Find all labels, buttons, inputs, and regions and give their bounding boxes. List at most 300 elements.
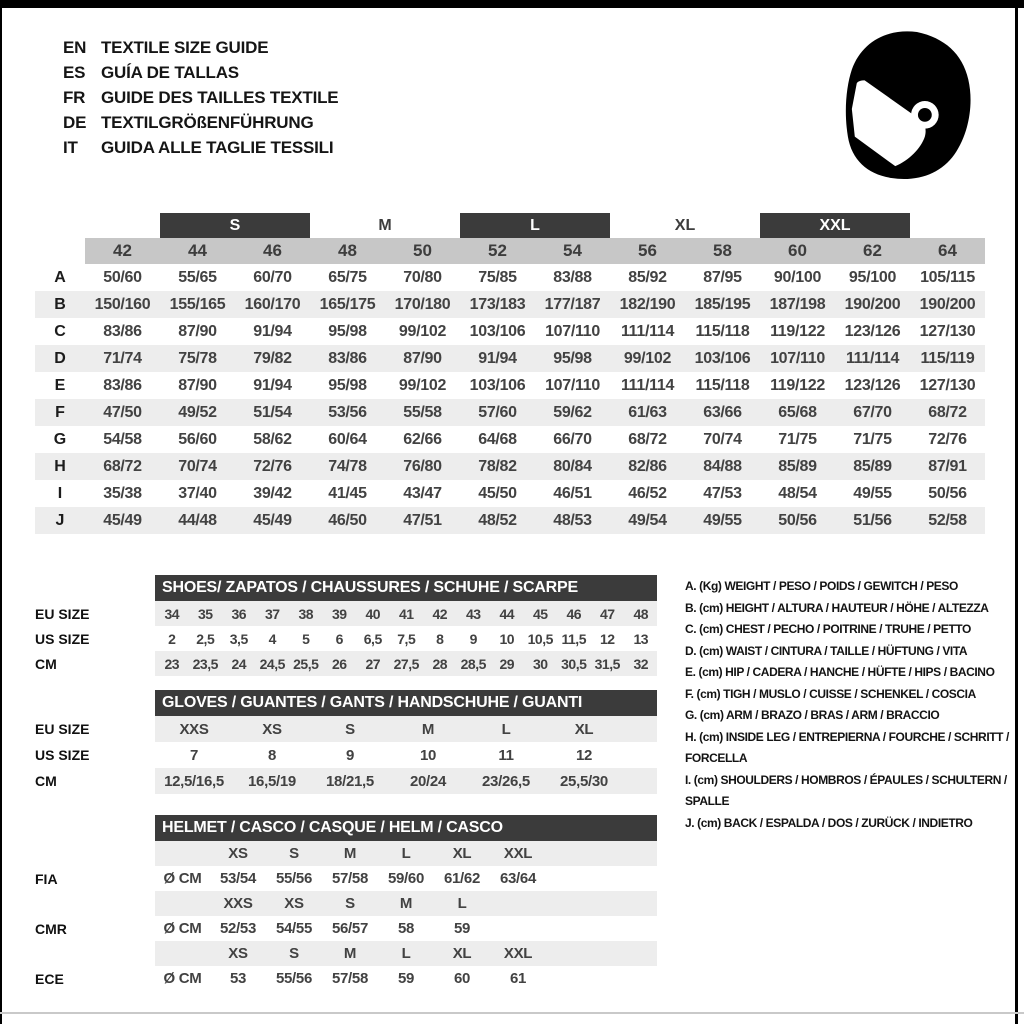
size-value: 10,5	[527, 630, 553, 647]
row-label: F	[55, 403, 65, 421]
size-value: 107/110	[545, 322, 600, 340]
size-value: 71/74	[103, 349, 142, 367]
size-value: 68/72	[628, 430, 667, 448]
size-value: 27	[365, 655, 381, 672]
size-value: 24,5	[259, 655, 285, 672]
row-label: A	[54, 268, 66, 286]
size-value: 11,5	[561, 630, 586, 647]
helmet-size-label: XL	[452, 845, 472, 862]
size-value: 83/86	[103, 322, 142, 340]
size-value: 103/106	[469, 322, 526, 340]
column-header-44: 44	[188, 241, 207, 260]
size-value: 2	[168, 630, 176, 647]
sub-row-eu-size	[35, 601, 657, 626]
size-value: 45/50	[478, 484, 517, 502]
legend-item: I. (cm) SHOULDERS / HOMBROS / ÉPAULES / SCHULTERN / SPALLE	[685, 772, 1007, 808]
size-value: 62/66	[403, 430, 442, 448]
size-value: 61/63	[628, 403, 667, 421]
standard-label: ECE	[35, 970, 64, 987]
size-value: 115/118	[695, 376, 750, 394]
size-value: 91/94	[253, 376, 292, 394]
size-value: 182/190	[619, 295, 676, 313]
size-value: 82/86	[628, 457, 667, 475]
right-border	[1015, 0, 1018, 1024]
size-value: 90/100	[773, 268, 822, 286]
size-value: 47/50	[103, 403, 142, 421]
size-value: 53/56	[328, 403, 367, 421]
column-header-64: 64	[938, 241, 957, 260]
size-value: 50/56	[778, 511, 817, 529]
size-value: 76/80	[403, 457, 442, 475]
language-row	[63, 60, 338, 85]
size-value: 75/85	[478, 268, 517, 286]
size-value: 28	[432, 655, 448, 672]
row-label: D	[54, 349, 66, 367]
size-value: 53/54	[219, 870, 257, 887]
size-value: 50/56	[928, 484, 967, 502]
helmet-values-row-cmr	[35, 916, 657, 941]
language-list	[63, 35, 338, 160]
size-value: 37	[264, 605, 280, 622]
size-value: 46/50	[328, 511, 367, 529]
size-value: 107/110	[770, 349, 825, 367]
size-value: 23	[164, 655, 180, 672]
size-group-row	[35, 213, 985, 238]
size-value: 72/76	[928, 430, 967, 448]
column-header-46: 46	[263, 241, 282, 260]
size-value: 42	[432, 605, 448, 622]
size-value: 54/58	[103, 430, 142, 448]
size-columns-row	[35, 238, 985, 264]
legend-item: D. (cm) WAIST / CINTURA / TAILLE / HÜFTUNG / VITA	[685, 643, 968, 658]
size-value: 111/114	[845, 349, 900, 367]
language-code: ES	[63, 62, 86, 82]
size-value: 47/53	[703, 484, 742, 502]
size-value: 78/82	[478, 457, 517, 475]
size-value: 45/49	[103, 511, 142, 529]
size-value: 49/52	[178, 403, 217, 421]
size-value: 6	[335, 630, 343, 647]
size-value: 87/95	[703, 268, 742, 286]
size-value: 83/88	[553, 268, 592, 286]
main-table-body	[35, 264, 985, 534]
language-row	[63, 110, 338, 135]
size-value: XS	[262, 720, 282, 738]
row-label: CM	[35, 655, 57, 672]
language-row	[63, 85, 338, 110]
row-label: US SIZE	[35, 630, 90, 647]
size-value: 48/54	[778, 484, 817, 502]
size-value: 38	[298, 605, 314, 622]
language-title: GUIDE DES TAILLES TEXTILE	[101, 87, 339, 107]
size-value: 46/52	[628, 484, 667, 502]
size-value: 10	[419, 746, 437, 764]
column-header-48: 48	[338, 241, 357, 260]
size-value: 29	[499, 655, 515, 672]
size-value: 56/60	[178, 430, 217, 448]
size-value: 23,5	[192, 655, 218, 672]
helmet-size-label: M	[343, 845, 357, 862]
shoes-table	[35, 575, 657, 676]
legend-item: C. (cm) CHEST / PECHO / POITRINE / TRUHE / PETTO	[685, 622, 971, 636]
measure-row-c	[35, 318, 985, 345]
size-value: 18/21,5	[326, 772, 374, 790]
size-value: 66/70	[553, 430, 592, 448]
size-value: 155/165	[169, 295, 226, 313]
size-value: 36	[231, 605, 247, 622]
size-value: 63/64	[499, 870, 537, 887]
size-value: 170/180	[394, 295, 451, 313]
column-header-52: 52	[488, 241, 507, 260]
size-value: 59/60	[387, 870, 425, 887]
size-value: 58	[397, 920, 415, 937]
language-row	[63, 35, 338, 60]
language-title: GUÍA DE TALLAS	[101, 62, 239, 82]
row-label: B	[54, 295, 66, 313]
helmet-size-label: M	[343, 945, 357, 962]
size-value: 57/60	[478, 403, 517, 421]
size-value: 45/49	[253, 511, 292, 529]
size-value: 107/110	[545, 376, 600, 394]
size-value: 11	[498, 746, 514, 764]
size-value: 80/84	[553, 457, 592, 475]
row-label: H	[54, 457, 66, 475]
measure-row-i	[35, 480, 985, 507]
size-value: 26	[331, 655, 347, 672]
size-value: 47/51	[403, 511, 442, 529]
helmet-size-label: XXL	[503, 845, 533, 862]
size-value: 111/114	[620, 322, 675, 340]
row-label: EU SIZE	[35, 721, 90, 737]
sub-row-us-size	[35, 742, 657, 768]
helmet-icon-svg	[840, 26, 988, 184]
row-label: I	[57, 484, 63, 502]
size-value: 24	[231, 655, 247, 672]
legend-item: A. (Kg) WEIGHT / PESO / POIDS / GEWITCH / PESO	[685, 579, 958, 593]
size-value: 16,5/19	[248, 772, 296, 790]
size-value: 87/91	[928, 457, 967, 475]
size-value: 12	[599, 630, 615, 647]
size-value: 30	[532, 655, 548, 672]
measure-row-h	[35, 453, 985, 480]
size-value: 83/86	[328, 349, 367, 367]
sub-row-us-size	[35, 626, 657, 651]
size-value: 50/60	[103, 268, 142, 286]
size-value: 52/58	[928, 511, 967, 529]
size-value: 51/56	[853, 511, 892, 529]
size-value: 23/26,5	[482, 772, 530, 790]
size-value: 57/58	[331, 970, 369, 987]
size-value: 91/94	[478, 349, 517, 367]
size-value: 61	[509, 970, 527, 987]
size-value: 8	[436, 630, 444, 647]
size-value: 48	[633, 605, 649, 622]
size-value: 37/40	[178, 484, 217, 502]
measure-row-f	[35, 399, 985, 426]
size-value: 85/89	[853, 457, 892, 475]
size-value: 46/51	[553, 484, 592, 502]
column-header-56: 56	[638, 241, 657, 260]
size-value: 190/200	[844, 295, 901, 313]
helmet-sizes-row-fia	[35, 841, 657, 866]
size-group-xxl: XXL	[760, 213, 910, 238]
helmet-values-row-fia	[35, 866, 657, 891]
size-value: 83/86	[103, 376, 142, 394]
size-value: 95/98	[553, 349, 592, 367]
size-value: 28,5	[460, 655, 486, 672]
size-value: 70/74	[178, 457, 217, 475]
size-value: 64/68	[478, 430, 517, 448]
size-group-xl: XL	[674, 216, 696, 234]
row-label: C	[54, 322, 66, 340]
helmet-size-label: XS	[228, 945, 248, 962]
language-code: FR	[63, 87, 86, 107]
size-value: 59/62	[553, 403, 592, 421]
size-value: 70/74	[703, 430, 742, 448]
size-value: M	[421, 720, 435, 738]
size-value: 65/75	[328, 268, 367, 286]
size-value: 40	[365, 605, 381, 622]
helmet-size-label: XS	[284, 895, 304, 912]
size-value: XXS	[179, 720, 209, 738]
measure-row-b	[35, 291, 985, 318]
size-value: 54/55	[275, 920, 313, 937]
size-value: 68/72	[928, 403, 967, 421]
size-value: 103/106	[469, 376, 526, 394]
size-value: 190/200	[919, 295, 976, 313]
left-border	[0, 0, 2, 1024]
legend-item: E. (cm) HIP / CADERA / HANCHE / HÜFTE / HIPS / BACINO	[685, 665, 995, 679]
size-value: 35/38	[103, 484, 142, 502]
size-value: 85/92	[628, 268, 667, 286]
size-value: 55/56	[275, 870, 313, 887]
helmet-table	[35, 815, 657, 991]
measure-row-d	[35, 345, 985, 372]
size-value: 150/160	[94, 295, 151, 313]
size-value: 39/42	[253, 484, 292, 502]
helmet-size-label: L	[457, 895, 467, 912]
sub-row-cm	[35, 768, 657, 794]
measure-row-a	[35, 264, 985, 291]
size-value: 71/75	[853, 430, 892, 448]
size-value: 57/58	[331, 870, 369, 887]
size-value: 99/102	[623, 349, 672, 367]
size-value: 25,5/30	[560, 772, 608, 790]
size-value: 58/62	[253, 430, 292, 448]
textile-size-table	[35, 213, 985, 534]
size-value: 119/122	[770, 376, 825, 394]
size-value: 95/100	[848, 268, 897, 286]
size-value: 10	[499, 630, 515, 647]
size-value: 41	[398, 605, 414, 622]
size-value: 43	[465, 605, 481, 622]
size-value: 53	[229, 970, 247, 987]
size-value: 115/119	[920, 349, 975, 367]
row-label: US SIZE	[35, 747, 90, 763]
size-value: 56/57	[331, 920, 369, 937]
size-value: 60/70	[253, 268, 292, 286]
size-value: 55/65	[178, 268, 217, 286]
size-value: 95/98	[328, 376, 367, 394]
size-value: 46	[566, 605, 582, 622]
column-header-50: 50	[413, 241, 432, 260]
size-value: 45	[532, 605, 548, 622]
size-value: 41/45	[328, 484, 367, 502]
helmet-table-body	[35, 841, 657, 991]
helmet-size-label: XS	[228, 845, 248, 862]
size-group-l: L	[460, 213, 610, 238]
size-value: 67/70	[853, 403, 892, 421]
size-value: 87/90	[403, 349, 442, 367]
helmet-size-label: XXS	[223, 895, 253, 912]
size-value: 34	[164, 605, 180, 622]
size-value: 115/118	[695, 322, 750, 340]
helmet-size-label: L	[401, 845, 411, 862]
diameter-unit: Ø CM	[163, 920, 202, 937]
size-value: 87/90	[178, 322, 217, 340]
measure-row-e	[35, 372, 985, 399]
size-value: 20/24	[409, 772, 447, 790]
helmet-sizes-row-cmr	[35, 891, 657, 916]
size-value: 55/56	[275, 970, 313, 987]
size-value: 12,5/16,5	[164, 772, 224, 790]
sub-row-eu-size	[35, 716, 657, 742]
standard-label: FIA	[35, 870, 58, 887]
size-value: 48/53	[553, 511, 592, 529]
column-header-58: 58	[713, 241, 732, 260]
helmet-size-label: L	[401, 945, 411, 962]
language-code: EN	[63, 37, 87, 57]
bottom-border	[0, 1012, 1024, 1014]
helmet-size-label: S	[289, 845, 299, 862]
size-value: 119/122	[770, 322, 825, 340]
size-value: 48/52	[478, 511, 517, 529]
size-value: 72/76	[253, 457, 292, 475]
shoes-table-title: SHOES/ ZAPATOS / CHAUSSURES / SCHUHE / SCARPE	[155, 575, 657, 601]
column-header-spacer	[35, 238, 85, 264]
size-group-m: M	[378, 216, 392, 234]
row-label: G	[53, 430, 67, 448]
size-value: 74/78	[328, 457, 367, 475]
language-title: TEXTILGRÖßENFÜHRUNG	[101, 112, 314, 132]
measure-row-g	[35, 426, 985, 453]
size-value: 39	[331, 605, 347, 622]
size-value: 61/62	[443, 870, 481, 887]
size-value: 52/53	[219, 920, 257, 937]
column-header-42: 42	[113, 241, 132, 260]
helmet-size-label: XXL	[503, 945, 533, 962]
size-value: 25,5	[293, 655, 319, 672]
column-header-60: 60	[788, 241, 807, 260]
size-value: 160/170	[244, 295, 301, 313]
measure-row-j	[35, 507, 985, 534]
size-value: 165/175	[319, 295, 376, 313]
size-value: 65/68	[778, 403, 817, 421]
size-value: 123/126	[844, 322, 901, 340]
language-code: IT	[63, 137, 78, 157]
size-value: 51/54	[253, 403, 292, 421]
size-value: 60	[453, 970, 471, 987]
row-label: CM	[35, 773, 57, 789]
gloves-table-body	[35, 716, 657, 794]
legend-item: F. (cm) TIGH / MUSLO / CUISSE / SCHENKEL / COSCIA	[685, 686, 976, 701]
language-title: TEXTILE SIZE GUIDE	[101, 37, 269, 57]
size-value: 31,5	[594, 655, 620, 672]
size-value: 7	[189, 746, 199, 764]
size-value: L	[501, 720, 511, 738]
gloves-table	[35, 690, 657, 794]
helmet-sizes-row-ece	[35, 941, 657, 966]
size-value: 3,5	[229, 630, 248, 647]
legend-item: H. (cm) INSIDE LEG / ENTREPIERNA / FOURCHE / SCHRITT / FORCELLA	[685, 729, 1009, 765]
helmet-size-label: S	[345, 895, 355, 912]
top-border	[0, 0, 1024, 8]
size-value: 35	[197, 605, 213, 622]
size-value: 91/94	[253, 322, 292, 340]
size-value: 4	[268, 630, 276, 647]
language-row	[63, 135, 338, 160]
size-value: 7,5	[397, 630, 416, 647]
size-value: XL	[574, 720, 594, 738]
row-label: E	[54, 376, 66, 394]
column-header-54: 54	[563, 241, 582, 260]
row-label: EU SIZE	[35, 605, 90, 622]
sub-row-cm	[35, 651, 657, 676]
gloves-table-title: GLOVES / GUANTES / GANTS / HANDSCHUHE / GUANTI	[155, 690, 657, 716]
size-value: 59	[453, 920, 471, 937]
size-value: 30,5	[561, 655, 587, 672]
size-value: 105/115	[920, 268, 975, 286]
size-value: 103/106	[694, 349, 751, 367]
helmet-size-label: M	[399, 895, 413, 912]
size-value: 185/195	[694, 295, 751, 313]
size-value: 99/102	[398, 376, 447, 394]
size-group-s: S	[160, 213, 310, 238]
language-title: GUIDA ALLE TAGLIE TESSILI	[101, 137, 334, 157]
size-value: 123/126	[844, 376, 901, 394]
helmet-table-title: HELMET / CASCO / CASQUE / HELM / CASCO	[155, 815, 657, 841]
size-value: 79/82	[253, 349, 292, 367]
column-header-62: 62	[863, 241, 882, 260]
size-value: 111/114	[620, 376, 675, 394]
size-value: 95/98	[328, 322, 367, 340]
legend-item: J. (cm) BACK / ESPALDA / DOS / ZURÜCK / INDIETRO	[685, 815, 973, 830]
language-code: DE	[63, 112, 87, 132]
size-value: 49/55	[853, 484, 892, 502]
size-value: 85/89	[778, 457, 817, 475]
size-value: 12	[575, 746, 593, 764]
size-value: 9	[345, 746, 355, 764]
size-value: 43/47	[403, 484, 442, 502]
size-value: 44	[499, 605, 515, 622]
size-value: 6,5	[363, 630, 382, 647]
standard-label: CMR	[35, 920, 67, 937]
size-value: 60/64	[328, 430, 367, 448]
size-value: 55/58	[403, 403, 442, 421]
size-value: 13	[633, 630, 649, 647]
size-value: 187/198	[769, 295, 826, 313]
size-value: 127/130	[919, 376, 976, 394]
size-value: 127/130	[919, 322, 976, 340]
size-value: 5	[302, 630, 310, 647]
helmet-values-row-ece	[35, 966, 657, 991]
size-value: 87/90	[178, 376, 217, 394]
size-value: 173/183	[469, 295, 526, 313]
diameter-unit: Ø CM	[163, 870, 202, 887]
size-value: 75/78	[178, 349, 217, 367]
legend-item: G. (cm) ARM / BRAZO / BRAS / ARM / BRACCIO	[685, 708, 940, 722]
row-label: J	[55, 511, 65, 529]
